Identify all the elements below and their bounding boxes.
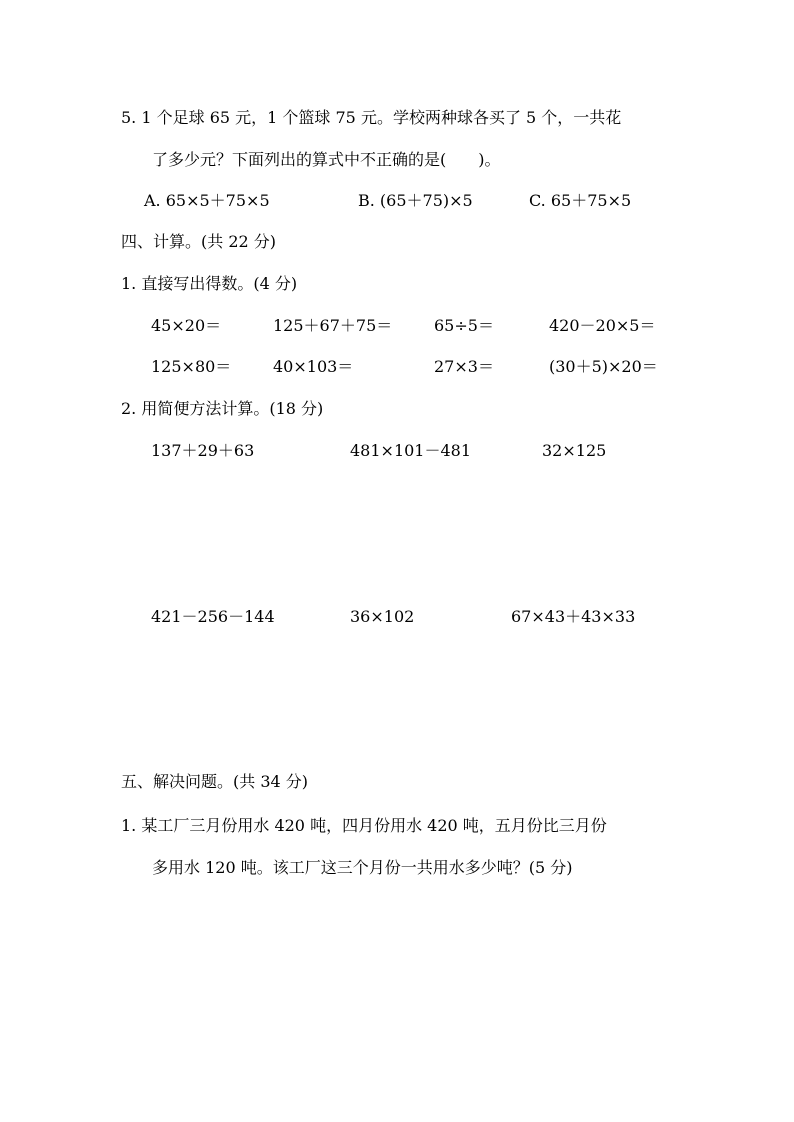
section4-part2-title: 2. 用简便方法计算。(18 分) <box>121 399 324 418</box>
simplify-calc-item: 137＋29＋63 <box>151 441 255 460</box>
q5-line2: 了多少元？下面列出的算式中不正确的是( )。 <box>152 150 501 169</box>
q5-option-a: A. 65×5＋75×5 <box>144 191 270 210</box>
oral-calc-item: 45×20＝ <box>151 316 222 335</box>
oral-calc-item: 125＋67＋75＝ <box>273 316 393 335</box>
oral-calc-item: 27×3＝ <box>434 357 494 376</box>
oral-calc-item: 125×80＝ <box>151 357 232 376</box>
simplify-calc-item: 481×101－481 <box>350 441 472 460</box>
section5-q1-line2: 多用水 120 吨。该工厂这三个月份一共用水多少吨？(5 分) <box>152 858 573 877</box>
simplify-calc-item: 36×102 <box>350 607 415 626</box>
oral-calc-item: 40×103＝ <box>273 357 354 376</box>
q5-option-b: B. (65＋75)×5 <box>358 191 473 210</box>
q5-line1: 5. 1 个足球 65 元，1 个篮球 75 元。学校两种球各买了 5 个，一共花 <box>121 108 622 127</box>
oral-calc-item: 65÷5＝ <box>434 316 494 335</box>
simplify-calc-item: 67×43＋43×33 <box>511 607 636 626</box>
oral-calc-item: (30＋5)×20＝ <box>549 357 658 376</box>
section4-part1-title: 1. 直接写出得数。(4 分) <box>121 274 298 293</box>
section5-q1-line1: 1. 某工厂三月份用水 420 吨，四月份用水 420 吨，五月份比三月份 <box>121 816 607 835</box>
section4-title: 四、计算。(共 22 分) <box>121 232 277 251</box>
q5-option-c: C. 65＋75×5 <box>529 191 632 210</box>
simplify-calc-item: 32×125 <box>542 441 607 460</box>
oral-calc-item: 420－20×5＝ <box>549 316 656 335</box>
simplify-calc-item: 421－256－144 <box>151 607 275 626</box>
section5-title: 五、解决问题。(共 34 分) <box>121 772 309 791</box>
